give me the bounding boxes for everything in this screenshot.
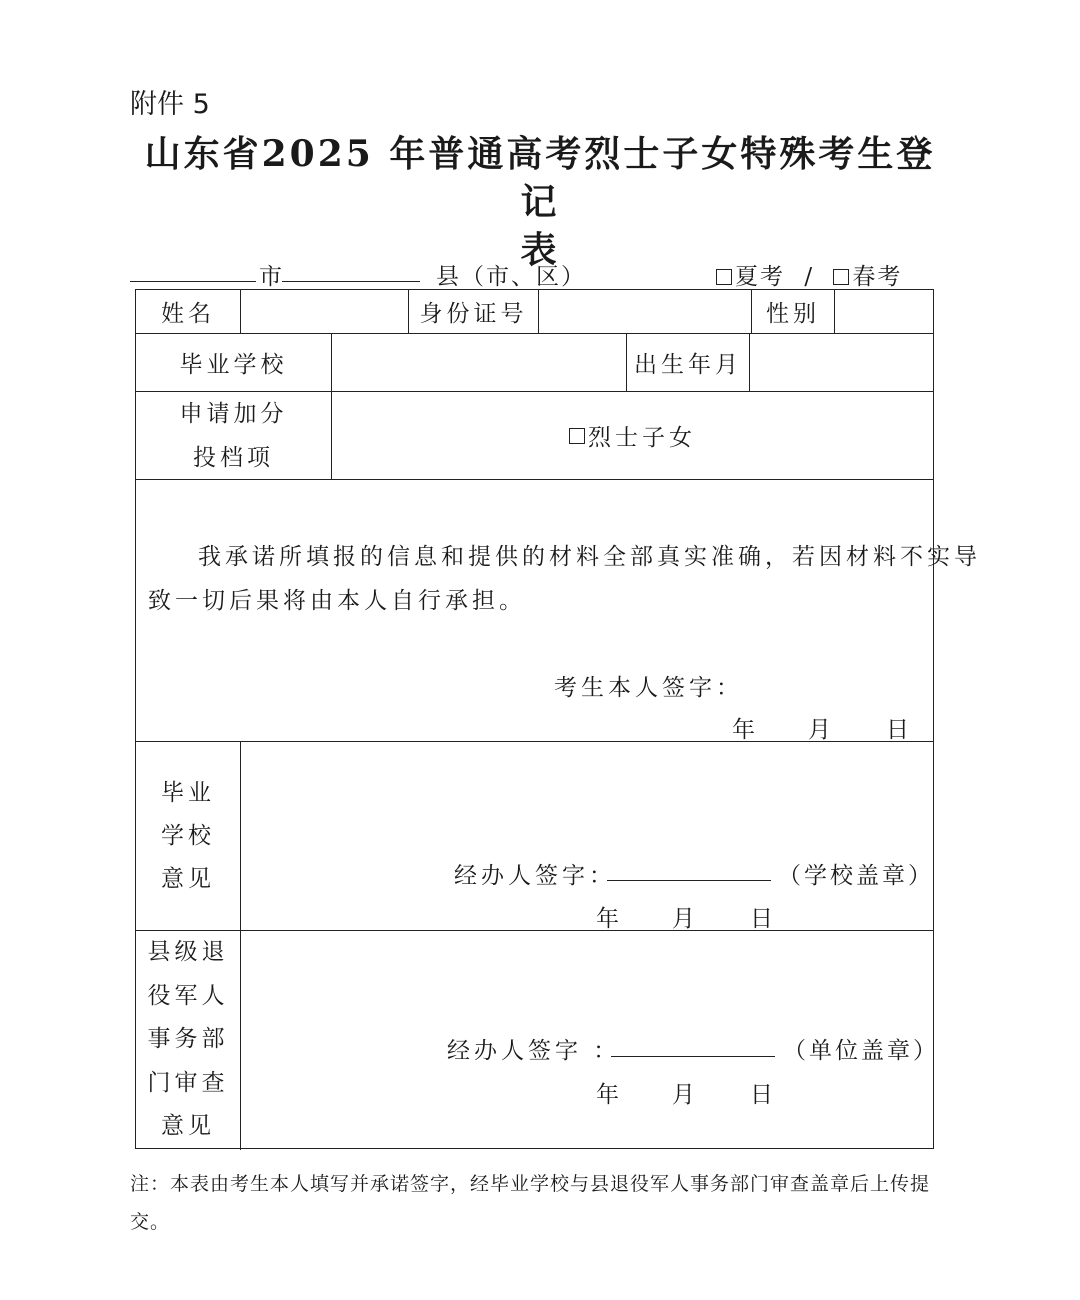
dept-opinion-line: 意见 [161, 1113, 215, 1140]
col-divider [240, 741, 241, 1150]
bonus-label-line1: 申请加分 [179, 400, 288, 427]
summer-exam-label: 夏考 [735, 264, 785, 290]
pledge-text-line1: 我承诺所填报的信息和提供的材料全部真实准确，若因材料不实导 [198, 544, 981, 570]
dept-date-month: 月 [672, 1082, 695, 1108]
county-suffix: 县（市、区） [436, 264, 586, 290]
school-date-day: 日 [750, 906, 773, 932]
martyr-children-checkbox[interactable] [569, 428, 585, 444]
pledge-date-year: 年 [732, 717, 755, 743]
dept-handler-signature-line[interactable] [611, 1056, 775, 1057]
school-opinion-line: 意见 [161, 865, 215, 892]
dept-date-year: 年 [596, 1082, 619, 1108]
school-field[interactable] [332, 334, 626, 391]
birth-field[interactable] [750, 334, 933, 391]
city-blank[interactable] [130, 281, 256, 282]
school-opinion-line: 学校 [161, 822, 215, 849]
gender-label: 性别 [766, 301, 820, 327]
row-divider [136, 930, 933, 931]
registration-table [135, 289, 981, 1149]
unit-stamp-label: （单位盖章） [783, 1038, 939, 1064]
city-suffix: 市 [259, 264, 282, 290]
candidate-signature-label: 考生本人签字： [554, 675, 743, 701]
attachment-label: 附件 5 [130, 89, 210, 120]
bonus-option [332, 392, 933, 479]
name-field[interactable] [241, 290, 408, 333]
dept-opinion-line: 事务部 [147, 1026, 229, 1053]
dept-opinion-line: 门审查 [147, 1069, 229, 1096]
school-date-year: 年 [596, 906, 619, 932]
exam-type [716, 258, 902, 291]
form-title-line2: 表 [520, 229, 560, 271]
dept-opinion-line: 役军人 [147, 982, 229, 1009]
name-label: 姓名 [161, 301, 215, 327]
martyr-children-label: 烈士子女 [588, 425, 696, 451]
id-field[interactable] [539, 290, 751, 333]
school-handler-signature-label: 经办人签字： [454, 863, 616, 889]
id-label: 身份证号 [419, 301, 528, 327]
school-opinion-line: 毕业 [161, 779, 215, 806]
bonus-label-line2: 投档项 [193, 444, 274, 471]
summer-exam-checkbox[interactable] [716, 269, 732, 285]
spring-exam-checkbox[interactable] [833, 269, 849, 285]
pledge-date-month: 月 [808, 717, 831, 743]
form-title-line1: 山东省2025 年普通高考烈士子女特殊考生登记 [144, 133, 936, 223]
school-opinion-label [136, 742, 240, 930]
footnote: 注：本表由考生本人填写并承诺签字，经毕业学校与县退役军人事务部门审查盖章后上传提交。 [130, 1173, 931, 1233]
school-stamp-label: （学校盖章） [778, 863, 934, 889]
pledge-text-line2: 致一切后果将由本人自行承担。 [148, 588, 526, 614]
school-label: 毕业学校 [179, 352, 288, 378]
form-title [135, 130, 945, 274]
dept-handler-signature-label: 经办人签字 ： [447, 1038, 621, 1064]
dept-date-day: 日 [750, 1082, 773, 1108]
pledge-date-day: 日 [886, 717, 909, 743]
dept-opinion-line: 县级退 [147, 939, 229, 966]
county-blank[interactable] [282, 281, 420, 282]
school-date-month: 月 [672, 906, 695, 932]
gender-field[interactable] [835, 290, 933, 333]
bonus-label [136, 392, 331, 479]
exam-separator: / [804, 264, 815, 290]
spring-exam-label: 春考 [852, 264, 903, 290]
school-handler-signature-line[interactable] [607, 880, 771, 881]
birth-label: 出生年月 [634, 352, 742, 378]
dept-opinion-label [136, 931, 240, 1149]
